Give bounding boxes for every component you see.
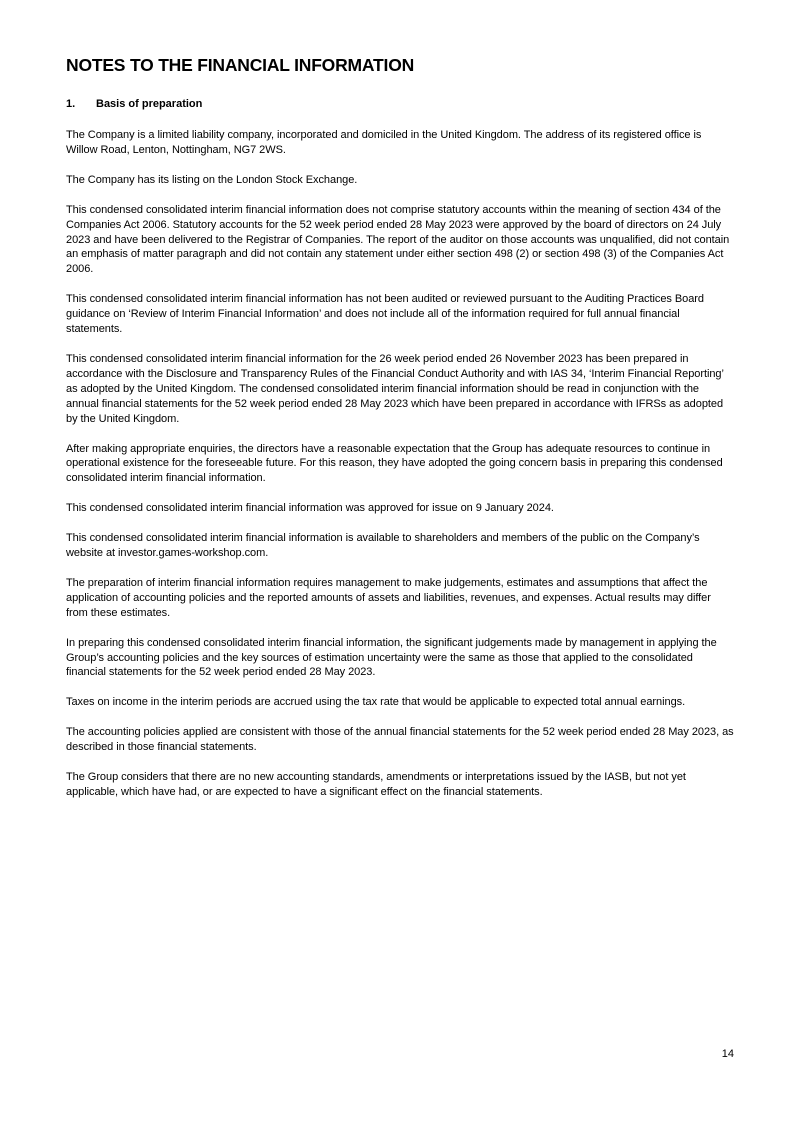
paragraph: This condensed consolidated interim financial information does not comprise statutory accounts within the meaning of section 434 of the Companies Act 2006. Statutory accounts for the 52 week period ended 28 May 2023 were approved by the board of directors on 24 July 2023 and have been delivered to the Registrar of Companies. The report of the auditor on those accounts was unqualified, did not contain an emphasis of matter paragraph and did not contain any statement under either section 498 (2) or section 498 (3) of the Companies Act 2006. <box>66 203 730 276</box>
paragraph: The Company is a limited liability company, incorporated and domiciled in the United Kingdom. The address of its registered office is Willow Road, Lenton, Nottingham, NG7 2WS. <box>66 129 702 156</box>
section-number: 1. <box>66 98 76 110</box>
paragraph: This condensed consolidated interim financial information was approved for issue on 9 January 2024. <box>66 502 554 515</box>
paragraph: In preparing this condensed consolidated interim financial information, the significant judgements made by management in applying the Group’s accounting policies and the key sources of estimation uncertainty were the same as those that applied to the consolidated financial statements for the 52 week period ended 28 May 2023. <box>66 636 717 679</box>
section-heading-label: Basis of preparation <box>96 98 203 110</box>
paragraph: The preparation of interim financial information requires management to make judgements, estimates and assumptions that affect the application of accounting policies and the reported amounts of assets and liabilities, revenues, and expenses. Actual results may differ from these estimates. <box>66 576 711 619</box>
page-number: 14 <box>721 1048 734 1060</box>
paragraph: After making appropriate enquiries, the directors have a reasonable expectation that the Group has adequate resources to continue in operational existence for the foreseeable future. For this reason, they have adopted the going concern basis in preparing this condensed consolidated interim financial information. <box>66 442 723 485</box>
section-heading <box>66 97 734 112</box>
paragraph: The accounting policies applied are consistent with those of the annual financial statements for the 52 week period ended 28 May 2023, as described in those financial statements. <box>66 726 734 754</box>
document-body <box>66 128 734 800</box>
paragraph: This condensed consolidated interim financial information for the 26 week period ended 26 November 2023 has been prepared in accordance with the Disclosure and Transparency Rules of the Financial Conduct Authority and with IAS 34, ‘Interim Financial Reporting’ as adopted by the United Kingdom. The condensed consolidated interim financial information should be read in conjunction with the annual financial statements for the 52 week period ended 28 May 2023 which have been prepared in accordance with IFRSs as adopted by the United Kingdom. <box>66 352 724 425</box>
paragraph: This condensed consolidated interim financial information is available to shareholders and members of the public on the Company’s website at investor.games-workshop.com. <box>66 532 700 560</box>
paragraph: Taxes on income in the interim periods are accrued using the tax rate that would be applicable to expected total annual earnings. <box>66 696 686 709</box>
paragraph: The Company has its listing on the London Stock Exchange. <box>66 173 358 186</box>
page-title: NOTES TO THE FINANCIAL INFORMATION <box>66 55 415 75</box>
paragraph: This condensed consolidated interim financial information has not been audited or reviewed pursuant to the Auditing Practices Board guidance on ‘Review of Interim Financial Information’ and does not include all of the information required for full annual financial statements. <box>66 293 704 336</box>
paragraph: The Group considers that there are no new accounting standards, amendments or interpretations issued by the IASB, but not yet applicable, which have had, or are expected to have a significant effect on the financial statements. <box>66 771 686 798</box>
